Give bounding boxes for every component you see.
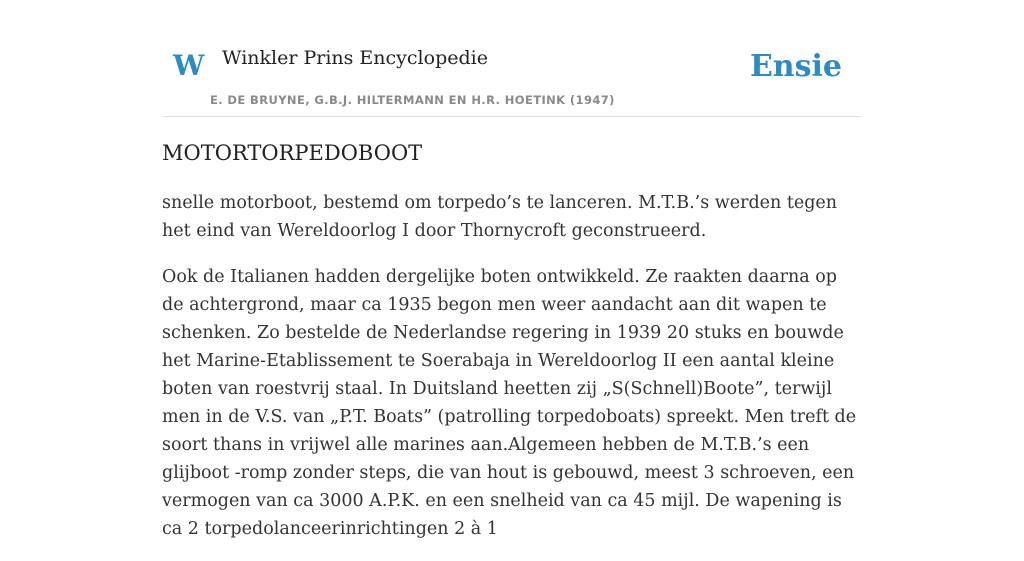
winkler-prins-logo-icon[interactable]: W bbox=[173, 49, 205, 82]
entry-title: MOTORTORPEDOBOOT bbox=[162, 141, 423, 165]
source-title[interactable]: Winkler Prins Encyclopedie bbox=[222, 47, 488, 69]
source-authors: E. DE BRUYNE, G.B.J. HILTERMANN EN H.R. HOETINK (1947) bbox=[210, 93, 615, 107]
article-paragraph: snelle motorboot, bestemd om torpedo’s te lanceren. M.T.B.’s werden tegen het eind van Wereldoorlog I door Thornycroft geconstrueerd. bbox=[162, 193, 838, 242]
source-header bbox=[162, 30, 862, 117]
article-paragraph: Ook de Italianen hadden dergelijke boten ontwikkeld. Ze raakten daarna op de achtergrond, maar ca 1935 begon men weer aandacht aan dit wapen te schenken. Zo bestelde de Nederlandse regering in 1939 20 stuks en bouwde het Marine-Etablissement te Soerabaja in Wereldoorlog II een aantal kleine boten van roestvrij staal. In Duitsland heetten zij „S(Schnell)Boote”, terwijl men in de V.S. van „P.T. Boats” (patrolling torpedoboats) spreekt. Men treft de soort thans in vrijwel alle marines aan.Algemeen hebben de M.T.B.’s een glijboot -romp zonder steps, die van hout is gebouwd, meest 3 schroeven, een vermogen van ca 3000 A.P.K. en een snelheid van ca 45 mijl. De wapening is ca 2 torpedolanceerinrichtingen 2 à 1 bbox=[162, 267, 857, 540]
article bbox=[162, 140, 862, 561]
ensie-logo[interactable]: Ensie bbox=[749, 49, 842, 84]
